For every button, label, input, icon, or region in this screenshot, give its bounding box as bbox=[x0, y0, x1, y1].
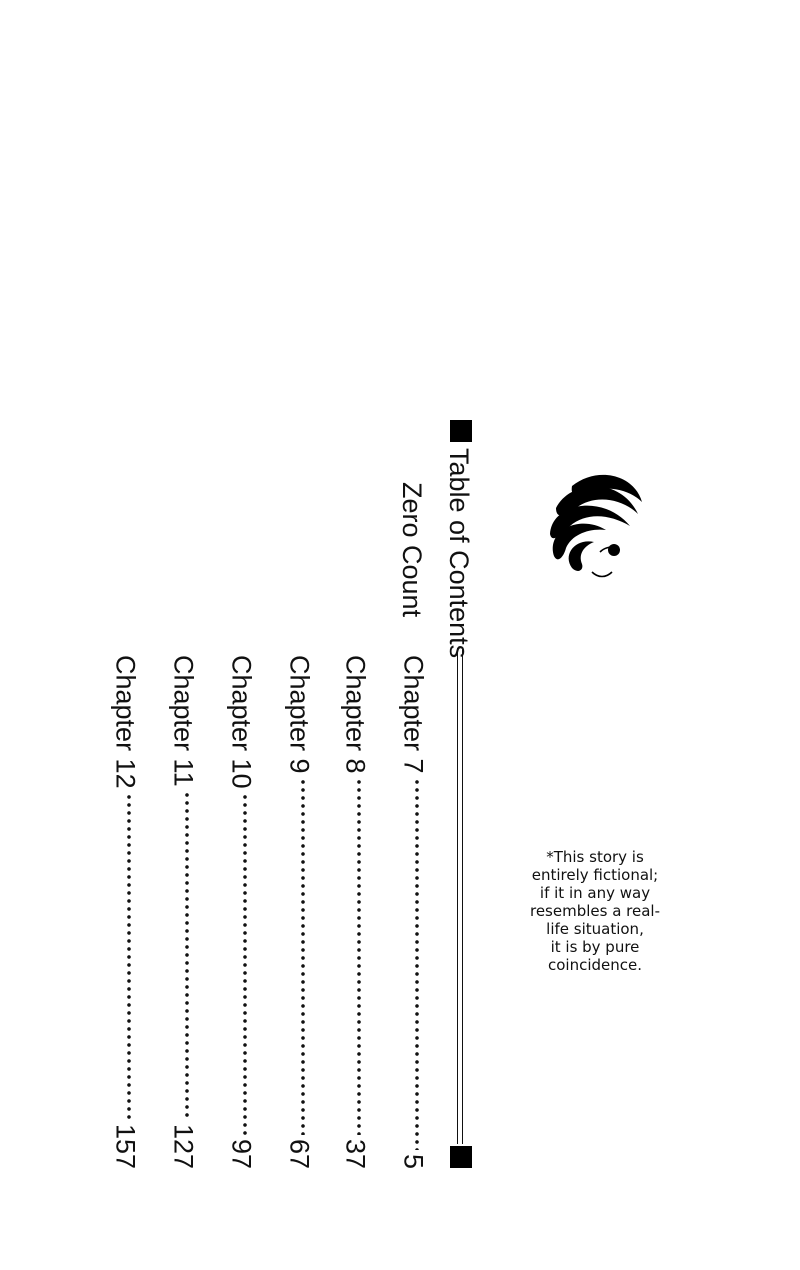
toc-header bbox=[445, 420, 475, 1168]
toc-entry-chapter-8 bbox=[338, 655, 372, 1169]
toc-entry-chapter-9 bbox=[282, 655, 316, 1169]
chapter-label: Chapter 7 bbox=[398, 655, 429, 774]
disclaimer-line: entirely fictional; bbox=[531, 866, 659, 884]
dot-leader bbox=[243, 793, 247, 1135]
disclaimer-line: *This story is bbox=[546, 848, 644, 866]
fiction-disclaimer bbox=[505, 848, 685, 974]
chapter-label: Chapter 12 bbox=[110, 655, 141, 789]
chapter-page-number: 127 bbox=[168, 1123, 199, 1169]
chapter-label: Chapter 10 bbox=[226, 655, 257, 789]
chapter-page-number: 67 bbox=[284, 1138, 315, 1169]
chapter-label: Chapter 8 bbox=[340, 655, 371, 774]
dot-leader bbox=[127, 793, 131, 1120]
chapter-page-number: 97 bbox=[226, 1138, 257, 1169]
swirl-hair-face-logo-icon bbox=[542, 468, 652, 580]
chapter-label: Chapter 11 bbox=[168, 655, 199, 787]
dot-leader bbox=[301, 778, 305, 1135]
toc-entry-chapter-11 bbox=[166, 655, 200, 1169]
chapter-page-number: 157 bbox=[110, 1123, 141, 1169]
chapter-label: Chapter 9 bbox=[284, 655, 315, 774]
dot-leader bbox=[185, 791, 189, 1120]
chapter-page-number: 37 bbox=[340, 1138, 371, 1169]
dot-leader bbox=[357, 778, 361, 1135]
toc-entry-chapter-10 bbox=[224, 655, 258, 1169]
series-title: Zero Count bbox=[397, 482, 427, 618]
disclaimer-line: it is by pure bbox=[550, 938, 640, 956]
square-bullet-icon bbox=[450, 420, 472, 442]
toc-title: Table of Contents bbox=[444, 448, 474, 659]
disclaimer-line: life situation, bbox=[546, 920, 644, 938]
chapter-page-number: 5 bbox=[398, 1153, 429, 1169]
toc-entry-chapter-12 bbox=[108, 655, 142, 1169]
disclaimer-line: resembles a real- bbox=[529, 902, 661, 920]
double-rule-divider bbox=[457, 648, 463, 1144]
square-bullet-icon bbox=[450, 1146, 472, 1168]
toc-entry-chapter-7 bbox=[396, 655, 430, 1169]
dot-leader bbox=[415, 778, 419, 1150]
disclaimer-line: coincidence. bbox=[547, 956, 642, 974]
disclaimer-line: if it in any way bbox=[539, 884, 651, 902]
